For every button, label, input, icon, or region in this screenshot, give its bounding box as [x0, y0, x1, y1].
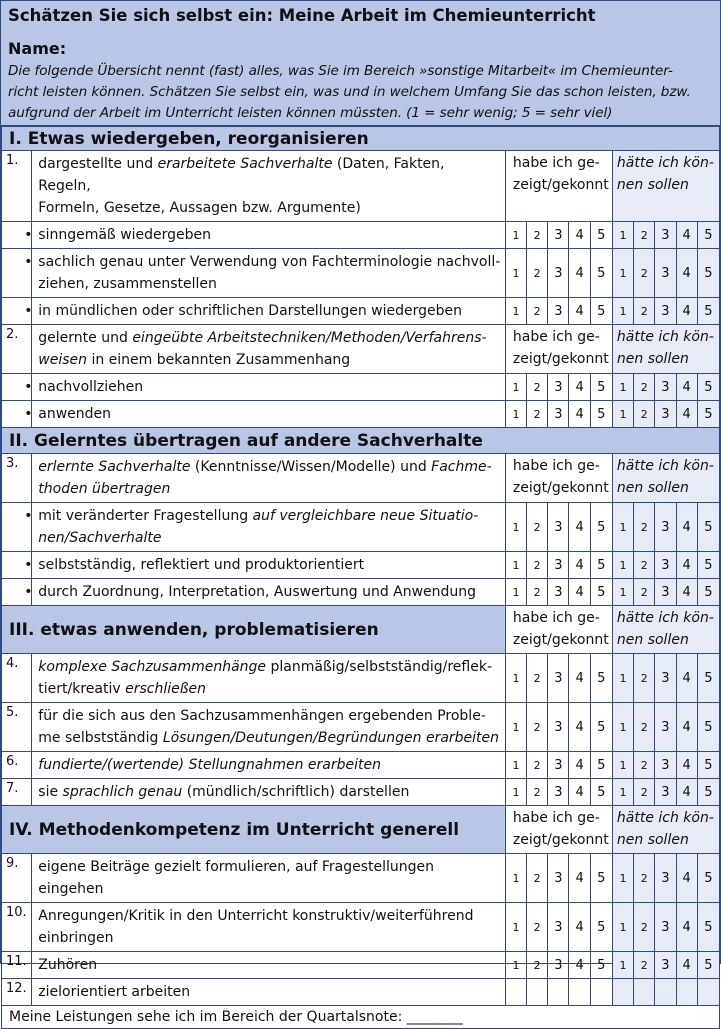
- rating-empty-cell[interactable]: [527, 979, 548, 1006]
- rating-empty-cell[interactable]: [655, 979, 676, 1006]
- rating-have-5[interactable]: 5: [590, 579, 612, 606]
- rating-should-5[interactable]: 5: [697, 374, 719, 401]
- rating-have-1[interactable]: 1: [505, 298, 526, 325]
- item-number: 7.: [2, 779, 32, 806]
- column-header-should: hätte ich kön- nen sollen: [612, 606, 719, 654]
- rating-empty-cell[interactable]: [634, 979, 655, 1006]
- rating-have-4[interactable]: 4: [569, 579, 590, 606]
- rating-have-4[interactable]: 4: [569, 298, 590, 325]
- sheet-title: Schätzen Sie sich selbst ein: Meine Arbeit im Chemieunterricht: [8, 6, 596, 25]
- rating-should-5[interactable]: 5: [697, 654, 719, 703]
- rating-have-2[interactable]: 2: [527, 952, 548, 979]
- rating-have-2[interactable]: 2: [527, 503, 548, 552]
- rating-should-3[interactable]: 3: [655, 854, 676, 903]
- item-number: 2.: [2, 325, 32, 374]
- column-header-should: hätte ich kön- nen sollen: [612, 806, 719, 854]
- rating-should-3[interactable]: 3: [655, 401, 676, 428]
- rating-have-2[interactable]: 2: [527, 222, 548, 249]
- sub-item-text: • mit veränderter Fragestellung auf vergleichbare neue Situatio- nen/Sachverhalte: [32, 503, 506, 552]
- item-number: 3.: [2, 454, 32, 503]
- rating-should-2[interactable]: 2: [634, 752, 655, 779]
- rating-should-3[interactable]: 3: [655, 249, 676, 298]
- rating-should-5[interactable]: 5: [697, 503, 719, 552]
- rating-should-5[interactable]: 5: [697, 779, 719, 806]
- item-text: gelernte und eingeübte Arbeitstechniken/Methoden/Verfahrens- weisen in einem bekannten Zusammenhang: [32, 325, 506, 374]
- rating-should-1[interactable]: 1: [612, 903, 633, 952]
- rating-should-2[interactable]: 2: [634, 249, 655, 298]
- item-text: zielorientiert arbeiten: [32, 979, 506, 1006]
- rating-have-4[interactable]: 4: [569, 374, 590, 401]
- rating-should-1[interactable]: 1: [612, 503, 633, 552]
- rating-should-3[interactable]: 3: [655, 654, 676, 703]
- rating-have-1[interactable]: 1: [505, 654, 526, 703]
- rating-should-4[interactable]: 4: [676, 579, 697, 606]
- rating-have-5[interactable]: 5: [590, 401, 612, 428]
- rating-have-4[interactable]: 4: [569, 779, 590, 806]
- rating-have-3[interactable]: 3: [548, 579, 569, 606]
- rating-have-2[interactable]: 2: [527, 903, 548, 952]
- rating-empty-cell[interactable]: [569, 979, 590, 1006]
- section-heading-1: I. Etwas wiedergeben, reorganisieren: [2, 127, 720, 151]
- rating-have-4[interactable]: 4: [569, 903, 590, 952]
- rating-have-5[interactable]: 5: [590, 298, 612, 325]
- rating-have-3[interactable]: 3: [548, 249, 569, 298]
- rating-have-5[interactable]: 5: [590, 222, 612, 249]
- rating-have-5[interactable]: 5: [590, 654, 612, 703]
- rating-have-1[interactable]: 1: [505, 952, 526, 979]
- rating-have-1[interactable]: 1: [505, 579, 526, 606]
- rating-have-3[interactable]: 3: [548, 298, 569, 325]
- rating-should-4[interactable]: 4: [676, 552, 697, 579]
- sub-item-text: • nachvollziehen: [32, 374, 506, 401]
- rating-have-3[interactable]: 3: [548, 854, 569, 903]
- rating-should-4[interactable]: 4: [676, 854, 697, 903]
- rating-should-1[interactable]: 1: [612, 752, 633, 779]
- rating-should-4[interactable]: 4: [676, 703, 697, 752]
- column-header-have: habe ich ge- zeigt/gekonnt: [505, 606, 612, 654]
- item-text: erlernte Sachverhalte (Kenntnisse/Wissen/Modelle) und Fachme- thoden übertragen: [32, 454, 506, 503]
- rating-have-2[interactable]: 2: [527, 752, 548, 779]
- intro-line: richt leisten können. Schätzen Sie selbst ein, was und in welchem Umfang Sie das schon leisten, bzw.: [8, 84, 691, 100]
- rating-have-3[interactable]: 3: [548, 374, 569, 401]
- item-number: 4.: [2, 654, 32, 703]
- rating-have-1[interactable]: 1: [505, 401, 526, 428]
- rating-have-2[interactable]: 2: [527, 374, 548, 401]
- rating-should-4[interactable]: 4: [676, 249, 697, 298]
- sub-item-text: • in mündlichen oder schriftlichen Darstellungen wiedergeben: [32, 298, 506, 325]
- rating-should-1[interactable]: 1: [612, 703, 633, 752]
- rating-should-5[interactable]: 5: [697, 552, 719, 579]
- rating-have-5[interactable]: 5: [590, 752, 612, 779]
- rating-have-1[interactable]: 1: [505, 249, 526, 298]
- rating-have-1[interactable]: 1: [505, 703, 526, 752]
- rating-should-1[interactable]: 1: [612, 854, 633, 903]
- rating-should-5[interactable]: 5: [697, 579, 719, 606]
- rating-should-2[interactable]: 2: [634, 579, 655, 606]
- rating-have-3[interactable]: 3: [548, 401, 569, 428]
- rating-should-1[interactable]: 1: [612, 952, 633, 979]
- sub-item-text: • selbstständig, reflektiert und produktorientiert: [32, 552, 506, 579]
- rating-should-2[interactable]: 2: [634, 703, 655, 752]
- rating-have-4[interactable]: 4: [569, 854, 590, 903]
- rating-should-1[interactable]: 1: [612, 779, 633, 806]
- column-header-have: habe ich ge- zeigt/gekonnt: [505, 454, 612, 503]
- rating-have-2[interactable]: 2: [527, 779, 548, 806]
- rating-empty-cell[interactable]: [505, 979, 526, 1006]
- rating-should-4[interactable]: 4: [676, 952, 697, 979]
- rating-have-3[interactable]: 3: [548, 903, 569, 952]
- rating-should-1[interactable]: 1: [612, 552, 633, 579]
- item-text: fundierte/(wertende) Stellungnahmen erarbeiten: [32, 752, 506, 779]
- rating-should-3[interactable]: 3: [655, 579, 676, 606]
- rating-should-5[interactable]: 5: [697, 903, 719, 952]
- rating-should-4[interactable]: 4: [676, 903, 697, 952]
- column-header-should: hätte ich kön- nen sollen: [612, 325, 719, 374]
- rating-should-4[interactable]: 4: [676, 374, 697, 401]
- rating-have-3[interactable]: 3: [548, 552, 569, 579]
- rating-should-1[interactable]: 1: [612, 374, 633, 401]
- quarter-grade-line: Meine Leistungen sehe ich im Bereich der Quartalsnote: ________: [2, 1006, 720, 1029]
- rating-should-2[interactable]: 2: [634, 222, 655, 249]
- rating-have-1[interactable]: 1: [505, 903, 526, 952]
- item-text: sie sprachlich genau (mündlich/schriftlich) darstellen: [32, 779, 506, 806]
- rating-have-5[interactable]: 5: [590, 903, 612, 952]
- rating-should-3[interactable]: 3: [655, 703, 676, 752]
- rating-have-1[interactable]: 1: [505, 374, 526, 401]
- rating-should-2[interactable]: 2: [634, 298, 655, 325]
- column-header-should: hätte ich kön- nen sollen: [612, 454, 719, 503]
- rating-should-3[interactable]: 3: [655, 298, 676, 325]
- rating-should-2[interactable]: 2: [634, 654, 655, 703]
- item-text: Zuhören: [32, 952, 506, 979]
- rating-empty-cell[interactable]: [676, 979, 697, 1006]
- rating-have-1[interactable]: 1: [505, 752, 526, 779]
- item-number: 12.: [2, 979, 32, 1006]
- rating-have-4[interactable]: 4: [569, 249, 590, 298]
- rating-have-3[interactable]: 3: [548, 703, 569, 752]
- rating-have-1[interactable]: 1: [505, 222, 526, 249]
- rating-have-4[interactable]: 4: [569, 952, 590, 979]
- rating-should-2[interactable]: 2: [634, 854, 655, 903]
- item-text: Anregungen/Kritik in den Unterricht konstruktiv/weiterführend einbringen: [32, 903, 506, 952]
- rating-should-3[interactable]: 3: [655, 503, 676, 552]
- rating-should-5[interactable]: 5: [697, 401, 719, 428]
- rating-have-3[interactable]: 3: [548, 222, 569, 249]
- rating-should-5[interactable]: 5: [697, 222, 719, 249]
- rating-should-2[interactable]: 2: [634, 503, 655, 552]
- rating-have-4[interactable]: 4: [569, 503, 590, 552]
- rating-have-4[interactable]: 4: [569, 222, 590, 249]
- rating-have-2[interactable]: 2: [527, 854, 548, 903]
- rating-have-5[interactable]: 5: [590, 552, 612, 579]
- column-header-have: habe ich ge- zeigt/gekonnt: [505, 325, 612, 374]
- rating-have-5[interactable]: 5: [590, 703, 612, 752]
- section-heading-4: IV. Methodenkompetenz im Unterricht generell: [2, 806, 506, 854]
- item-number: 1.: [2, 151, 32, 222]
- intro-text: [8, 61, 713, 124]
- rating-have-2[interactable]: 2: [527, 654, 548, 703]
- rating-have-4[interactable]: 4: [569, 654, 590, 703]
- item-text: für die sich aus den Sachzusammenhängen ergebenden Proble- me selbstständig Lösungen/Deutungen/Begründungen erarbeiten: [32, 703, 506, 752]
- item-number: 10.: [2, 903, 32, 952]
- item-text: dargestellte und erarbeitete Sachverhalte (Daten, Fakten, Regeln, Formeln, Gesetze, Aussagen bzw. Argumente): [32, 151, 506, 222]
- sub-item-text: • durch Zuordnung, Interpretation, Auswertung und Anwendung: [32, 579, 506, 606]
- name-label: Name:: [8, 39, 67, 58]
- item-number: 6.: [2, 752, 32, 779]
- sub-item-text: • anwenden: [32, 401, 506, 428]
- rating-have-1[interactable]: 1: [505, 503, 526, 552]
- rating-have-1[interactable]: 1: [505, 552, 526, 579]
- rating-should-2[interactable]: 2: [634, 401, 655, 428]
- rating-should-4[interactable]: 4: [676, 401, 697, 428]
- assessment-table: [1, 126, 720, 1029]
- rating-should-5[interactable]: 5: [697, 952, 719, 979]
- rating-have-4[interactable]: 4: [569, 703, 590, 752]
- rating-should-2[interactable]: 2: [634, 903, 655, 952]
- item-text: komplexe Sachzusammenhänge planmäßig/selbstständig/reflek- tiert/kreativ erschließen: [32, 654, 506, 703]
- rating-should-2[interactable]: 2: [634, 552, 655, 579]
- rating-have-1[interactable]: 1: [505, 854, 526, 903]
- rating-should-1[interactable]: 1: [612, 298, 633, 325]
- item-number: 11.: [2, 952, 32, 979]
- rating-have-2[interactable]: 2: [527, 703, 548, 752]
- rating-should-4[interactable]: 4: [676, 503, 697, 552]
- rating-have-2[interactable]: 2: [527, 579, 548, 606]
- rating-should-3[interactable]: 3: [655, 752, 676, 779]
- rating-have-5[interactable]: 5: [590, 503, 612, 552]
- rating-should-3[interactable]: 3: [655, 374, 676, 401]
- rating-have-2[interactable]: 2: [527, 249, 548, 298]
- sub-item-text: • sinngemäß wiedergeben: [32, 222, 506, 249]
- intro-line: Die folgende Übersicht nennt (fast) alles, was Sie im Bereich »sonstige Mitarbeit« im Chemieunter-: [8, 63, 673, 79]
- rating-should-2[interactable]: 2: [634, 952, 655, 979]
- rating-empty-cell[interactable]: [612, 979, 633, 1006]
- rating-should-4[interactable]: 4: [676, 752, 697, 779]
- rating-have-3[interactable]: 3: [548, 503, 569, 552]
- rating-should-1[interactable]: 1: [612, 222, 633, 249]
- rating-should-1[interactable]: 1: [612, 654, 633, 703]
- rating-should-3[interactable]: 3: [655, 903, 676, 952]
- column-header-should: hätte ich kön- nen sollen: [612, 151, 719, 222]
- item-text: eigene Beiträge gezielt formulieren, auf Fragestellungen eingehen: [32, 854, 506, 903]
- rating-should-4[interactable]: 4: [676, 222, 697, 249]
- rating-have-5[interactable]: 5: [590, 249, 612, 298]
- item-number: 5.: [2, 703, 32, 752]
- rating-should-5[interactable]: 5: [697, 703, 719, 752]
- rating-have-1[interactable]: 1: [505, 779, 526, 806]
- rating-have-2[interactable]: 2: [527, 401, 548, 428]
- rating-have-5[interactable]: 5: [590, 374, 612, 401]
- rating-should-1[interactable]: 1: [612, 579, 633, 606]
- rating-have-4[interactable]: 4: [569, 552, 590, 579]
- rating-should-1[interactable]: 1: [612, 249, 633, 298]
- rating-have-3[interactable]: 3: [548, 952, 569, 979]
- rating-should-4[interactable]: 4: [676, 298, 697, 325]
- rating-empty-cell[interactable]: [548, 979, 569, 1006]
- rating-have-3[interactable]: 3: [548, 752, 569, 779]
- rating-should-2[interactable]: 2: [634, 374, 655, 401]
- rating-empty-cell[interactable]: [697, 979, 719, 1006]
- intro-line: aufgrund der Arbeit im Unterricht leisten können müssten. (1 = sehr wenig; 5 = sehr viel): [8, 105, 613, 121]
- section-heading-3: III. etwas anwenden, problematisieren: [2, 606, 506, 654]
- rating-have-3[interactable]: 3: [548, 779, 569, 806]
- rating-should-5[interactable]: 5: [697, 854, 719, 903]
- column-header-have: habe ich ge- zeigt/gekonnt: [505, 151, 612, 222]
- rating-should-5[interactable]: 5: [697, 752, 719, 779]
- rating-empty-cell[interactable]: [590, 979, 612, 1006]
- rating-have-4[interactable]: 4: [569, 752, 590, 779]
- item-number: 9.: [2, 854, 32, 903]
- rating-have-5[interactable]: 5: [590, 779, 612, 806]
- rating-should-5[interactable]: 5: [697, 249, 719, 298]
- rating-should-4[interactable]: 4: [676, 654, 697, 703]
- rating-have-5[interactable]: 5: [590, 854, 612, 903]
- rating-should-4[interactable]: 4: [676, 779, 697, 806]
- sheet-header: [1, 1, 720, 126]
- rating-have-2[interactable]: 2: [527, 552, 548, 579]
- rating-should-3[interactable]: 3: [655, 222, 676, 249]
- rating-should-3[interactable]: 3: [655, 952, 676, 979]
- section-heading-2: II. Gelerntes übertragen auf andere Sachverhalte: [2, 428, 720, 454]
- rating-should-2[interactable]: 2: [634, 779, 655, 806]
- rating-have-5[interactable]: 5: [590, 952, 612, 979]
- rating-should-3[interactable]: 3: [655, 552, 676, 579]
- rating-have-2[interactable]: 2: [527, 298, 548, 325]
- rating-have-4[interactable]: 4: [569, 401, 590, 428]
- rating-should-3[interactable]: 3: [655, 779, 676, 806]
- rating-have-3[interactable]: 3: [548, 654, 569, 703]
- column-header-have: habe ich ge- zeigt/gekonnt: [505, 806, 612, 854]
- rating-should-1[interactable]: 1: [612, 401, 633, 428]
- rating-should-5[interactable]: 5: [697, 298, 719, 325]
- sub-item-text: • sachlich genau unter Verwendung von Fachterminologie nachvoll- ziehen, zusammenstellen: [32, 249, 506, 298]
